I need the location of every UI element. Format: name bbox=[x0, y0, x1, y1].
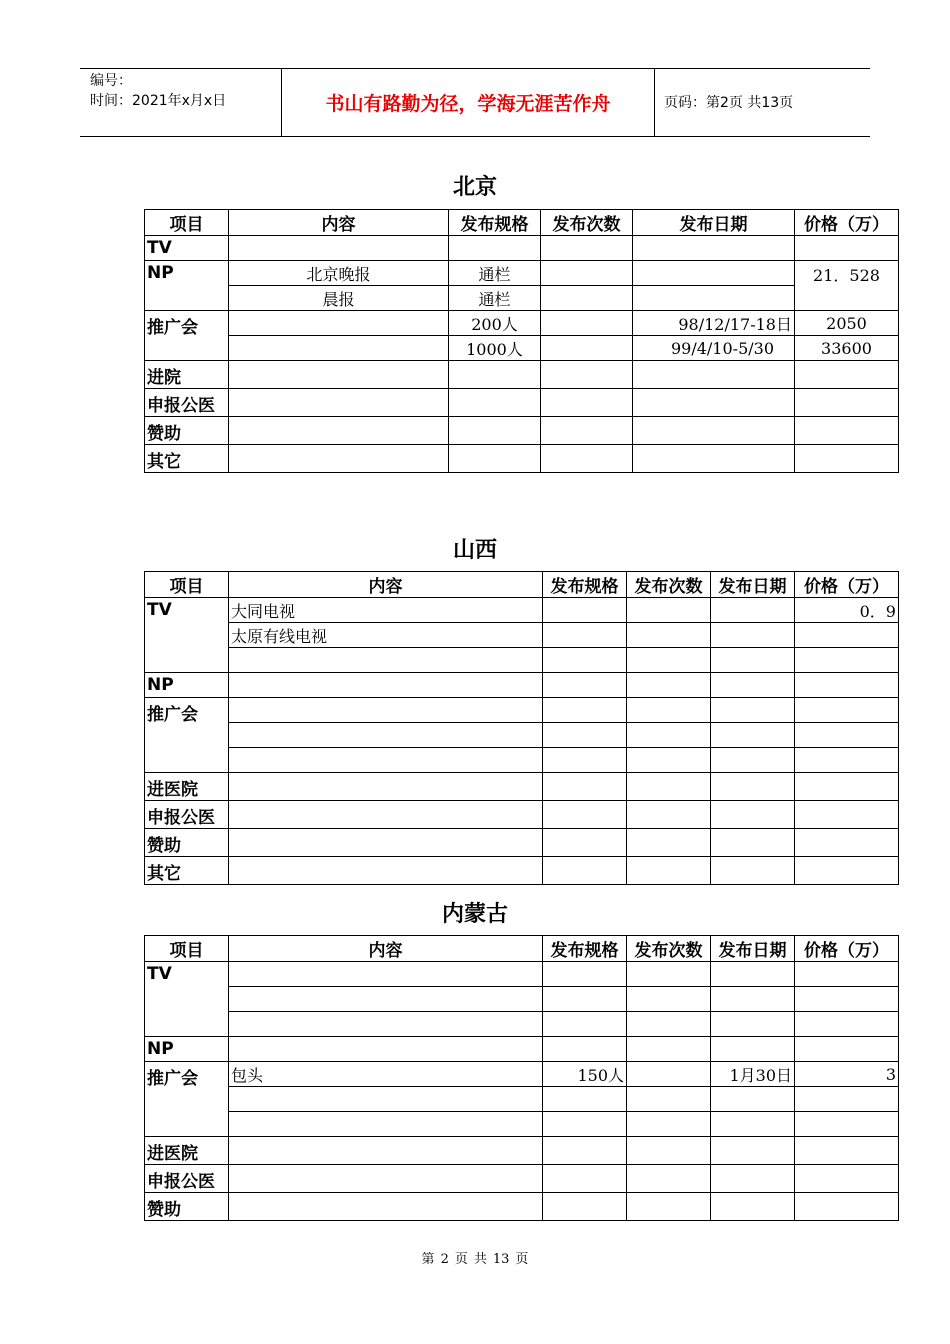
col-header-spec: 发布规格 bbox=[543, 936, 627, 962]
cell-price: 21．528 bbox=[795, 261, 899, 311]
table-row bbox=[145, 311, 899, 336]
col-header-item: 项目 bbox=[145, 210, 229, 236]
header-number: 编号： bbox=[90, 73, 132, 89]
row-label-sponsor: 赞助 bbox=[145, 1193, 229, 1221]
col-header-count: 发布次数 bbox=[627, 936, 711, 962]
table-row bbox=[145, 748, 899, 773]
table-row bbox=[145, 773, 899, 801]
table-row bbox=[145, 236, 899, 261]
col-header-spec: 发布规格 bbox=[543, 572, 627, 598]
section-title-beijing: 北京 bbox=[452, 175, 497, 200]
cell-spec: 150人 bbox=[543, 1062, 627, 1087]
table-row bbox=[145, 1165, 899, 1193]
table-row bbox=[145, 389, 899, 417]
table-row bbox=[145, 286, 899, 311]
table-row bbox=[145, 1037, 899, 1062]
col-header-date: 发布日期 bbox=[711, 572, 795, 598]
table-row bbox=[145, 987, 899, 1012]
table-row bbox=[145, 1062, 899, 1087]
cell-spec: 通栏 bbox=[449, 261, 541, 286]
table-row bbox=[145, 445, 899, 473]
col-header-content: 内容 bbox=[229, 936, 543, 962]
col-header-item: 项目 bbox=[145, 572, 229, 598]
cell-spec: 通栏 bbox=[449, 286, 541, 311]
table-row bbox=[145, 361, 899, 389]
table-row bbox=[145, 698, 899, 723]
cell-date: 98/12/17-18日 bbox=[633, 311, 795, 336]
table-row bbox=[145, 336, 899, 361]
table-header-row bbox=[145, 936, 899, 962]
cell-date: 99/4/10-5/30 bbox=[633, 336, 795, 361]
cell-spec: 200人 bbox=[449, 311, 541, 336]
row-label-np: NP bbox=[145, 673, 229, 698]
footer-total-pages: 13 bbox=[492, 1252, 510, 1267]
cell-content: 北京晚报 bbox=[229, 261, 449, 286]
header-bottom-rule bbox=[80, 136, 870, 137]
col-header-price: 价格（万） bbox=[795, 210, 899, 236]
row-label-other: 其它 bbox=[145, 445, 229, 473]
table-row bbox=[145, 1112, 899, 1137]
table-beijing bbox=[144, 209, 899, 473]
row-label-hospital: 进院 bbox=[145, 361, 229, 389]
table-row bbox=[145, 1012, 899, 1037]
cell-content: 包头 bbox=[229, 1062, 543, 1087]
table-row bbox=[145, 1137, 899, 1165]
col-header-content: 内容 bbox=[229, 210, 449, 236]
row-label-sponsor: 赞助 bbox=[145, 417, 229, 445]
col-header-date: 发布日期 bbox=[633, 210, 795, 236]
row-label-promo: 推广会 bbox=[145, 311, 229, 361]
header-divider-right bbox=[654, 68, 655, 136]
col-header-content: 内容 bbox=[229, 572, 543, 598]
col-header-date: 发布日期 bbox=[711, 936, 795, 962]
footer-page-number: 2 bbox=[440, 1252, 449, 1267]
footer-gong: 共 bbox=[473, 1252, 487, 1267]
table-row bbox=[145, 673, 899, 698]
row-label-report: 申报公医 bbox=[145, 1165, 229, 1193]
col-header-price: 价格（万） bbox=[795, 572, 899, 598]
table-header-row bbox=[145, 210, 899, 236]
col-header-count: 发布次数 bbox=[627, 572, 711, 598]
row-label-sponsor: 赞助 bbox=[145, 829, 229, 857]
footer-ye: 页 bbox=[454, 1252, 468, 1267]
cell-date: 1月30日 bbox=[711, 1062, 795, 1087]
table-row bbox=[145, 723, 899, 748]
table-row bbox=[145, 261, 899, 286]
table-row bbox=[145, 801, 899, 829]
table-row bbox=[145, 962, 899, 987]
row-label-other: 其它 bbox=[145, 857, 229, 885]
header-page-info: 页码：第2页 共13页 bbox=[664, 95, 794, 111]
footer-ye2: 页 bbox=[515, 1252, 529, 1267]
table-row bbox=[145, 648, 899, 673]
table-shanxi bbox=[144, 571, 899, 885]
table-row bbox=[145, 1193, 899, 1221]
row-label-np: NP bbox=[145, 1037, 229, 1062]
cell-price: 2050 bbox=[795, 311, 899, 336]
cell-content: 晨报 bbox=[229, 286, 449, 311]
cell-price: 33600 bbox=[795, 336, 899, 361]
row-label-np: NP bbox=[145, 261, 229, 311]
header-time: 时间：2021年x月x日 bbox=[90, 93, 227, 109]
table-neimenggu bbox=[144, 935, 899, 1221]
header-motto: 书山有路勤为径，学海无涯苦作舟 bbox=[325, 92, 611, 115]
col-header-count: 发布次数 bbox=[541, 210, 633, 236]
table-row bbox=[145, 829, 899, 857]
cell-content: 大同电视 bbox=[229, 598, 543, 623]
row-label-tv: TV bbox=[145, 598, 229, 673]
section-title-shanxi: 山西 bbox=[452, 538, 497, 563]
section-title-neimenggu: 内蒙古 bbox=[441, 902, 508, 927]
cell-price: 0．9 bbox=[795, 598, 899, 623]
row-label-tv: TV bbox=[145, 236, 229, 261]
table-row bbox=[145, 857, 899, 885]
col-header-spec: 发布规格 bbox=[449, 210, 541, 236]
cell-spec: 1000人 bbox=[449, 336, 541, 361]
table-row bbox=[145, 598, 899, 623]
cell-price: 3 bbox=[795, 1062, 899, 1087]
row-label-hospital: 进医院 bbox=[145, 773, 229, 801]
row-label-promo: 推广会 bbox=[145, 1062, 229, 1137]
row-label-hospital: 进医院 bbox=[145, 1137, 229, 1165]
table-header-row bbox=[145, 572, 899, 598]
table-row bbox=[145, 623, 899, 648]
col-header-price: 价格（万） bbox=[795, 936, 899, 962]
footer-di: 第 bbox=[421, 1252, 435, 1267]
col-header-item: 项目 bbox=[145, 936, 229, 962]
table-row bbox=[145, 1087, 899, 1112]
row-label-promo: 推广会 bbox=[145, 698, 229, 773]
table-row bbox=[145, 417, 899, 445]
row-label-report: 申报公医 bbox=[145, 801, 229, 829]
row-label-report: 申报公医 bbox=[145, 389, 229, 417]
cell-content: 太原有线电视 bbox=[229, 623, 543, 648]
page-footer bbox=[0, 1248, 950, 1267]
row-label-tv: TV bbox=[145, 962, 229, 1037]
